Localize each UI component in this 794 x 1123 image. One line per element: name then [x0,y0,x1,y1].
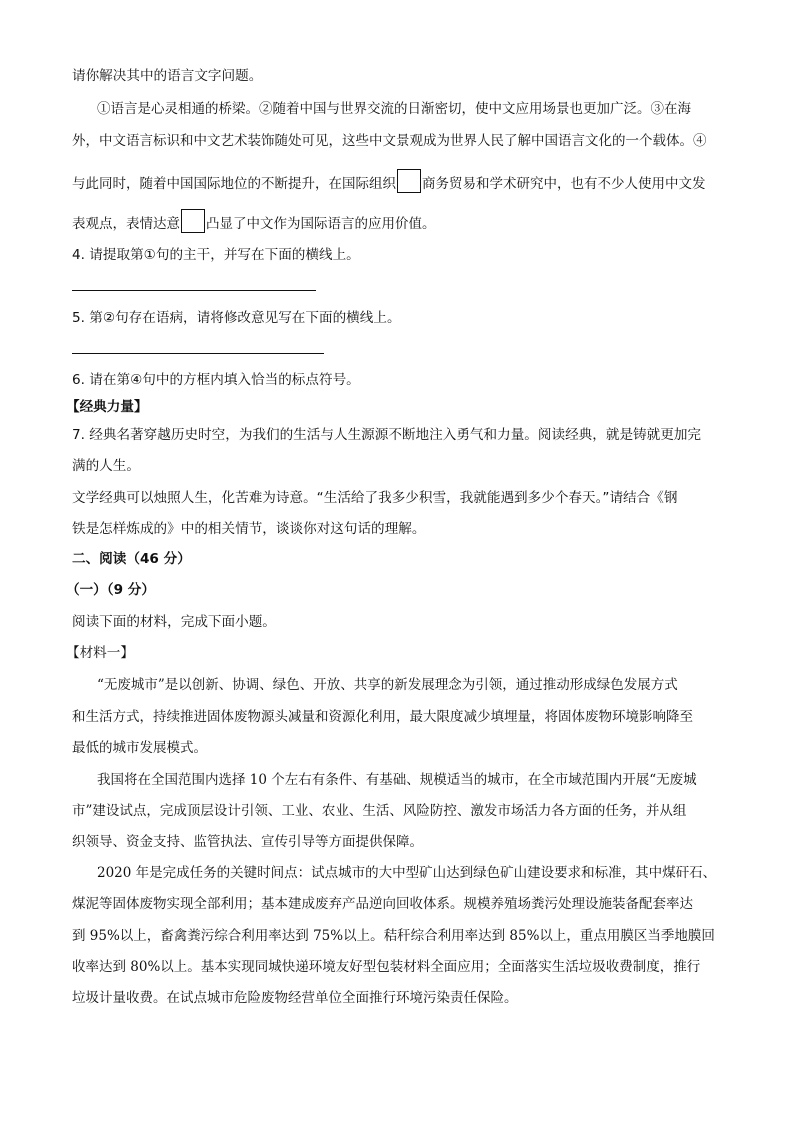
passage-line-4-part-b: 凸显了中文作为国际语言的应用价值。 [206,216,436,232]
question-7-line-3: 文学经典可以烛照人生，化苦难为诗意。“生活给了我多少积雪，我就能遇到多少个春天。”请结合《钢 [72,490,678,506]
reading-instruction: 阅读下面的材料，完成下面小题。 [72,614,276,630]
passage-line-3-part-b: 商务贸易和学术研究中，也有不少人使用中文发 [422,176,706,192]
punctuation-box-1[interactable] [397,169,421,193]
punctuation-box-2[interactable] [181,209,205,233]
material-2-line-1: 我国将在全国范围内选择 10 个左右有条件、有基础、规模适当的城市，在全市域范围内开展“无废城 [97,772,697,788]
material-label: 【材料一】 [66,645,134,661]
material-2-line-3: 织领导、资金支持、监管执法、宣传引导等方面提供保障。 [72,834,423,850]
question-4: 4. 请提取第①句的主干，并写在下面的横线上。 [72,247,360,263]
material-3-line-4: 收率达到 80%以上。基本实现同城快递环境友好型包装材料全面应用；全面落实生活垃圾收费制度，推行 [72,959,701,975]
section-heading-reading: 二、阅读（46 分） [72,551,191,567]
section-heading-classic: 【经典力量】 [66,399,148,415]
passage-line-3 [72,169,732,194]
material-3-line-1: 2020 年是完成任务的关键时间点：试点城市的大中型矿山达到绿色矿山建设要求和标准，其中煤矸石、 [97,865,717,881]
material-3-line-3: 到 95%以上，畜禽粪污综合利用率达到 75%以上。秸秆综合利用率达到 85%以上，重点用膜区当季地膜回 [72,928,715,944]
material-2-line-2: 市”建设试点，完成顶层设计引领、工业、农业、生活、风险防控、激发市场活力各方面的任务，并从组 [72,803,687,819]
passage-line-2: 外，中文语言标识和中文艺术装饰随处可见，这些中文景观成为世界人民了解中国语言文化的一个载体。④ [72,133,707,149]
material-1-line-3: 最低的城市发展模式。 [72,740,207,756]
material-3-line-2: 煤泥等固体废物实现全部利用；基本建成废弃产品逆向回收体系。规模养殖场粪污处理设施装备配套率达 [72,896,693,912]
intro-text: 请你解决其中的语言文字问题。 [72,68,263,84]
answer-line-q5[interactable] [72,353,324,354]
passage-line-1: ①语言是心灵相通的桥梁。②随着中国与世界交流的日渐密切，使中文应用场景也更加广泛。③在海 [97,101,691,117]
question-7-line-1: 7. 经典名著穿越历史时空，为我们的生活与人生源源不断地注入勇气和力量。阅读经典，就是铸就更加完 [72,427,702,443]
question-7-line-2: 满的人生。 [72,458,140,474]
passage-line-4 [72,209,732,234]
passage-line-3-part-a: 与此同时，随着中国国际地位的不断提升，在国际组织 [72,176,396,192]
question-7-line-4: 铁是怎样炼成的》中的相关情节，谈谈你对这句话的理解。 [72,521,426,537]
subsection-heading: （一）（9 分） [66,582,155,598]
material-3-line-5: 垃圾计量收费。在试点城市危险废物经营单位全面推行环境污染责任保险。 [72,990,518,1006]
material-1-line-2: 和生活方式，持续推进固体废物源头减量和资源化利用，最大限度减少填埋量，将固体废物环境影响降至 [72,709,693,725]
answer-line-q4[interactable] [72,290,316,291]
question-5: 5. 第②句存在语病，请将修改意见写在下面的横线上。 [72,310,401,326]
question-6: 6. 请在第④句中的方框内填入恰当的标点符号。 [72,372,360,388]
material-1-line-1: “无废城市”是以创新、协调、绿色、开放、共享的新发展理念为引领，通过推动形成绿色发展方式 [97,677,678,693]
passage-line-4-part-a: 表观点，表情达意 [72,216,180,232]
